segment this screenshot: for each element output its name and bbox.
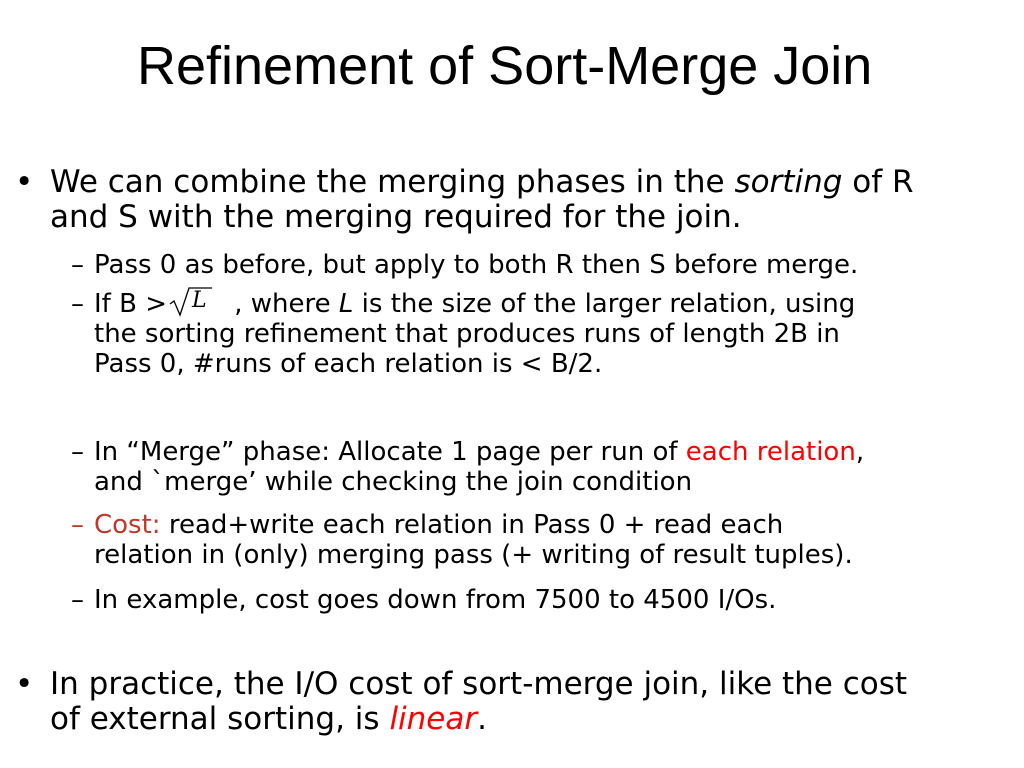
sub-bullet-text: If B >: [94, 289, 167, 319]
dash-marker: –: [71, 289, 84, 319]
bullet-line: In practice, the I/O cost of sort-merge join, like the cost: [50, 666, 908, 702]
sub-bullet-line: [94, 289, 855, 319]
sub-bullet-text: ,: [855, 437, 865, 467]
sub-bullet-pass0: [71, 250, 859, 280]
sub-bullet-line: relation in (only) merging pass (+ writing of result tuples).: [94, 540, 853, 570]
bullet-marker: •: [15, 666, 34, 702]
emphasis-sorting: sorting: [734, 164, 843, 200]
dash-marker: –: [71, 437, 84, 467]
bullet-text: of R: [842, 164, 914, 200]
sub-bullet-text: is the size of the larger relation, using: [353, 289, 856, 319]
bullet-line: and S with the merging required for the join.: [50, 199, 742, 235]
bullet-marker: •: [15, 164, 34, 200]
sub-bullet-text: Pass 0 as before, but apply to both R then S before merge.: [94, 250, 859, 280]
slide-title: Refinement of Sort-Merge Join: [137, 36, 873, 96]
sub-bullet-text: read+write each relation in Pass 0 + read each: [160, 510, 784, 540]
sub-bullet-example: [71, 585, 777, 615]
sqrt-variable: L: [191, 288, 207, 313]
bullet-text: .: [477, 701, 487, 737]
sub-bullet-cost: [71, 510, 853, 570]
dash-marker: –: [71, 510, 84, 540]
sub-bullet-line: [94, 510, 853, 540]
sub-bullet-text: , where: [225, 289, 339, 319]
bullet-line: [50, 702, 907, 737]
sub-bullet-text: In example, cost goes down from 7500 to 4500 I/Os.: [94, 585, 777, 615]
sub-bullet-line: and `merge’ while checking the join condition: [94, 467, 693, 497]
sub-bullet-line: [94, 437, 864, 467]
sub-bullet-line: Pass 0, #runs of each relation is < B/2.: [94, 349, 603, 379]
highlight-each-relation: each relation: [685, 437, 856, 467]
bullet-text: We can combine the merging phases in the: [50, 164, 735, 200]
dash-marker: –: [71, 250, 84, 280]
cost-label: Cost:: [94, 510, 161, 540]
square-root-formula: [168, 289, 226, 319]
dash-marker: –: [71, 585, 84, 615]
bullet-combine-merging: [15, 164, 914, 235]
emphasis-l: L: [338, 289, 354, 319]
bullet-line: [50, 165, 914, 200]
bullet-text: of external sorting, is: [50, 701, 390, 737]
bullet-in-practice: [15, 666, 908, 737]
sub-bullet-if-b: [71, 288, 856, 379]
sub-bullet-merge-phase: [71, 437, 865, 497]
sub-bullet-line: the sorting refinement that produces runs of length 2B in: [94, 319, 840, 349]
emphasis-linear: linear: [389, 701, 478, 737]
sub-bullet-text: In “Merge” phase: Allocate 1 page per run of: [94, 437, 686, 467]
